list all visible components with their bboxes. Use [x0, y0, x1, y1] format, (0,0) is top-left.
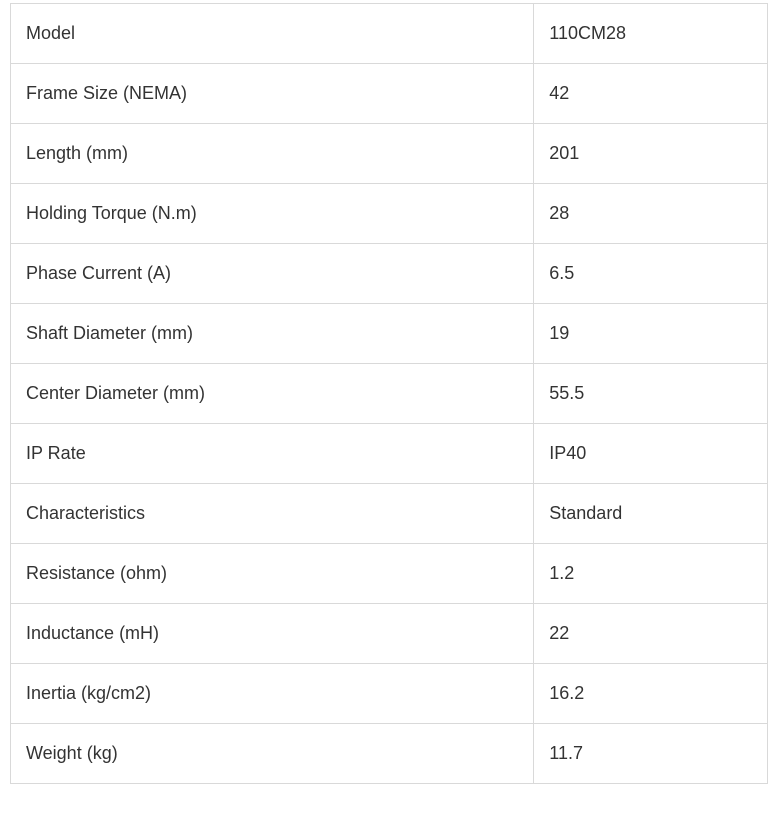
- table-row: [11, 304, 768, 364]
- row-label: Weight (kg): [11, 724, 534, 784]
- table-row: [11, 184, 768, 244]
- row-value: 55.5: [534, 364, 768, 424]
- row-label: Inductance (mH): [11, 604, 534, 664]
- table-row: [11, 544, 768, 604]
- table-row: [11, 424, 768, 484]
- row-value: IP40: [534, 424, 768, 484]
- table-row: [11, 484, 768, 544]
- row-label: Shaft Diameter (mm): [11, 304, 534, 364]
- row-label: Inertia (kg/cm2): [11, 664, 534, 724]
- row-label: Frame Size (NEMA): [11, 64, 534, 124]
- table-row: [11, 4, 768, 64]
- row-label: Model: [11, 4, 534, 64]
- row-value: 110CM28: [534, 4, 768, 64]
- row-value: 22: [534, 604, 768, 664]
- row-label: Center Diameter (mm): [11, 364, 534, 424]
- row-label: Characteristics: [11, 484, 534, 544]
- row-value: Standard: [534, 484, 768, 544]
- row-label: Resistance (ohm): [11, 544, 534, 604]
- table-row: [11, 64, 768, 124]
- table-row: [11, 724, 768, 784]
- row-value: 1.2: [534, 544, 768, 604]
- row-label: Holding Torque (N.m): [11, 184, 534, 244]
- row-value: 201: [534, 124, 768, 184]
- row-label: Phase Current (A): [11, 244, 534, 304]
- table-row: [11, 604, 768, 664]
- row-value: 6.5: [534, 244, 768, 304]
- row-label: IP Rate: [11, 424, 534, 484]
- row-value: 11.7: [534, 724, 768, 784]
- row-value: 16.2: [534, 664, 768, 724]
- table-row: [11, 244, 768, 304]
- row-value: 28: [534, 184, 768, 244]
- row-value: 42: [534, 64, 768, 124]
- table-row: [11, 124, 768, 184]
- spec-table: [10, 3, 768, 784]
- table-row: [11, 664, 768, 724]
- row-label: Length (mm): [11, 124, 534, 184]
- table-row: [11, 364, 768, 424]
- row-value: 19: [534, 304, 768, 364]
